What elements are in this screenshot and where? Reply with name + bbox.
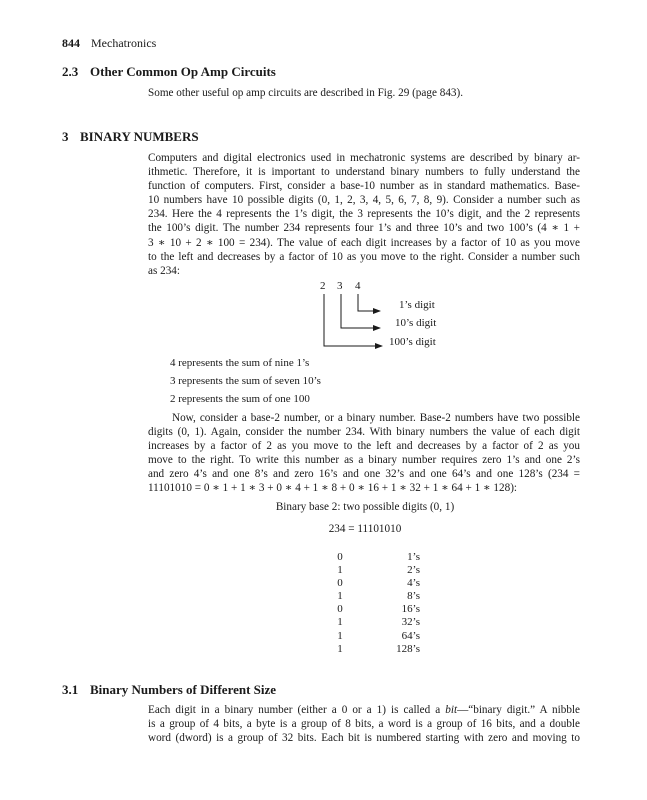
label-ones-digit: 1’s digit bbox=[399, 299, 435, 311]
text-line: move to the right. To write this number as a binary number requires zero 1’s and one 2’s bbox=[148, 454, 580, 467]
page-number: 844 bbox=[62, 36, 80, 50]
label-hundreds-digit: 100’s digit bbox=[389, 336, 436, 348]
table-row bbox=[328, 603, 420, 616]
digit-4: 4 bbox=[355, 280, 361, 292]
text-line: function of computers. First, consider a base-10 number as in standard mathematics. Base- bbox=[148, 180, 580, 193]
label-tens-digit: 10’s digit bbox=[395, 317, 437, 329]
binary-base-line: Binary base 2: two possible digits (0, 1) bbox=[275, 501, 455, 513]
text-line: Each digit in a binary number (either a 0 or a 1) is called a bit—“binary digit.” A nibble bbox=[148, 704, 580, 716]
place-weight: 1’s bbox=[407, 551, 420, 563]
bit-value: 1 bbox=[337, 629, 343, 642]
binary-place-table bbox=[328, 551, 420, 656]
place-weight: 2’s bbox=[407, 564, 420, 577]
table-row bbox=[328, 643, 420, 656]
text-line: the 100’s digit. The number 234 represents four 1’s and three 10’s and two 100’s (4 ∗ 1 + bbox=[148, 222, 580, 235]
paragraph-3-1 bbox=[148, 703, 580, 745]
paragraph-2 bbox=[148, 411, 580, 496]
section-number: 2.3 bbox=[62, 64, 79, 79]
table-row bbox=[328, 551, 420, 564]
section-number: 3.1 bbox=[62, 682, 79, 697]
table-row bbox=[328, 577, 420, 590]
text-line: digits (0, 1). Again, consider the number 234. With binary numbers the value of each digit bbox=[148, 426, 580, 439]
text-line: to the left and decreases by a factor of 10 as you move to the right. Consider a number such bbox=[148, 250, 580, 263]
arrow-hundreds bbox=[324, 294, 382, 346]
table-row bbox=[328, 630, 420, 643]
represents-line: 4 represents the sum of nine 1’s bbox=[170, 357, 310, 369]
digit-3: 3 bbox=[337, 280, 343, 292]
represents-line: 2 represents the sum of one 100 bbox=[170, 393, 310, 405]
text-line: increases by a factor of 2 as you move to the left and decreases by a factor of 2 as you bbox=[148, 440, 580, 453]
place-weight: 64’s bbox=[401, 629, 420, 642]
bit-value: 0 bbox=[337, 551, 343, 563]
bit-value: 0 bbox=[337, 577, 343, 590]
text-line: ithmetic. Therefore, it is important to understand binary numbers to fully understand the bbox=[148, 166, 580, 179]
represents-line: 3 represents the sum of seven 10’s bbox=[170, 375, 321, 387]
term-bit: bit bbox=[445, 704, 458, 716]
place-weight: 128’s bbox=[396, 642, 420, 655]
text-line: and zero 4’s and one 8’s and zero 16’s and one 32’s and one 64’s and one 128’s (234 = bbox=[148, 468, 580, 481]
text-line: word (dword) is a group of 32 bits. Each bit is numbered starting with zero and moving to bbox=[148, 732, 580, 745]
bit-value: 0 bbox=[337, 603, 343, 616]
table-row bbox=[328, 564, 420, 577]
arrow-ones bbox=[358, 294, 380, 311]
running-title: Mechatronics bbox=[91, 36, 157, 50]
table-row bbox=[328, 616, 420, 629]
section-2-3-text: Some other useful op amp circuits are described in Fig. 29 (page 843). bbox=[148, 87, 464, 99]
text-line: Now, consider a base-2 number, or a binary number. Base-2 numbers have two possible bbox=[172, 412, 580, 424]
text-line: 10 numbers have 10 possible digits (0, 1, 2, 3, 4, 5, 6, 7, 8, 9). Consider a number such as bbox=[148, 194, 580, 207]
bit-value: 1 bbox=[337, 642, 343, 655]
section-title: BINARY NUMBERS bbox=[80, 129, 199, 144]
bit-value: 1 bbox=[337, 590, 343, 603]
bit-value: 1 bbox=[337, 564, 343, 577]
section-number: 3 bbox=[62, 129, 69, 144]
section-3-1-heading bbox=[62, 682, 276, 698]
text-line: 234. Here the 4 represents the 1’s digit, the 3 represents the 10’s digit, and the 2 represents bbox=[148, 208, 580, 221]
text-line: as 234: bbox=[148, 264, 181, 277]
text-line: 11101010 = 0 ∗ 1 + 1 ∗ 3 + 0 ∗ 4 + 1 ∗ 8 + 0 ∗ 16 + 1 ∗ 32 + 1 ∗ 64 + 1 ∗ 128): bbox=[148, 482, 518, 495]
place-weight: 16’s bbox=[401, 603, 420, 616]
place-weight: 8’s bbox=[407, 590, 420, 603]
table-row bbox=[328, 590, 420, 603]
binary-equation: 234 = 11101010 bbox=[328, 523, 402, 535]
digit-2: 2 bbox=[320, 280, 326, 292]
text-line: 3 ∗ 10 + 2 ∗ 100 = 234). The value of each digit increases by a factor of 10 as you move bbox=[148, 236, 580, 249]
bit-value: 1 bbox=[337, 616, 343, 629]
section-title: Other Common Op Amp Circuits bbox=[90, 64, 276, 79]
text-line: Computers and digital electronics used in mechatronic systems are described by binary ar- bbox=[148, 152, 580, 164]
section-title: Binary Numbers of Different Size bbox=[90, 682, 277, 697]
place-weight: 4’s bbox=[407, 577, 420, 590]
text-line: is a group of 4 bits, a byte is a group of 8 bits, a word is a group of 16 bits, and a double bbox=[148, 718, 580, 731]
place-weight: 32’s bbox=[401, 616, 420, 629]
